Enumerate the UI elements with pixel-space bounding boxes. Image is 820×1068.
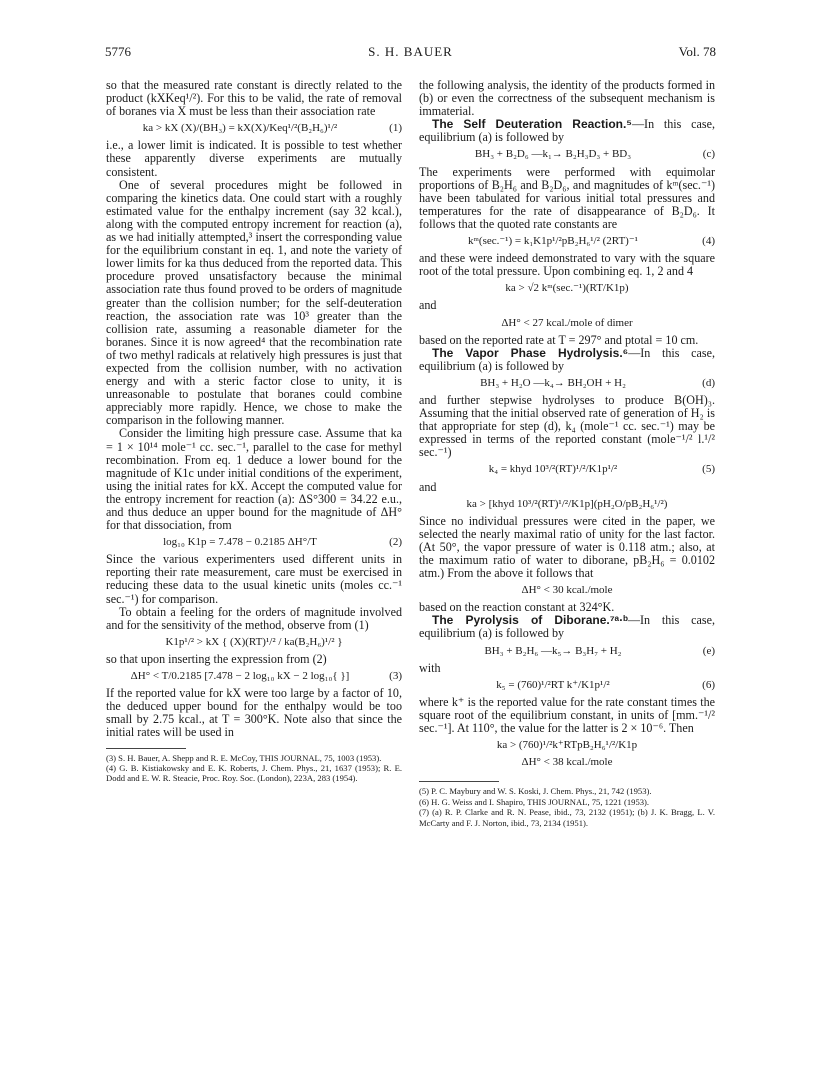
paragraph: based on the reported rate at T = 297° and ptotal = 10 cm. [419,332,699,347]
equation-ka-1 [419,282,715,295]
paragraph: To obtain a feeling for the orders of magnitude involved and for the sensitivity of the method, observe from (1) [106,604,402,632]
equation-number: (4) [702,235,715,248]
equation-body: ka > kX (X)/(BH₃) = kX(X)/Keq¹/²(B₂H₆)¹/² [142,122,338,135]
equation-body: BH₃ + B₂D₆ —k₁→ B₂H₃D₃ + BD₃ [474,148,632,161]
equation-e [419,645,715,658]
paragraph: If the reported value for kX were too large by a factor of 10, the deduced upper bound for the enthalpy would be too small by 2.75 kcal., at T = 300°K. Note also that since the initial rates will be used in [106,686,402,740]
equation-ka-3 [419,739,715,752]
paragraph: The experiments were performed with equimolar proportions of B₂H₆ and B₂D₆, and magnitudes of kᵐ(sec.⁻¹) have been tabulated for various initial total pressures and temperatures for the rate of disappearance of B₂D₆. It follows that the quoted rate constants are [419,164,715,231]
section-lead: —In this case, equilibrium (a) is followed by [419,613,715,641]
connector-text: and [419,479,437,494]
equation-dh-2 [419,584,715,597]
paragraph: and these were indeed demonstrated to vary with the square root of the total pressure. Upon combining eq. 1, 2 and 4 [419,251,715,279]
footnote-5: (5) P. C. Maybury and W. S. Koski, J. Chem. Phys., 21, 742 (1953). [419,786,652,797]
equation-dh-1 [419,317,715,330]
equation-body: BH₃ + H₂O —k₄→ BH₂OH + H₂ [480,376,626,389]
paragraph: Since no individual pressures were cited in the paper, we selected the nearly maximal ratio of unity for the last factor. (At 50°, the vapor pressure of water is 0.118 atm.; also, at the maximum ratio of water to diborane, pB₂H₆ = 0.0102 atm.) From the above it follows that [419,513,715,581]
paragraph: and further stepwise hydrolyses to produce B(OH)₃. Assuming that the initial observed rate of generation of H₂ is that appropriate for step (d), k₄ (mole⁻¹ cc. sec.⁻¹) may be expressed in terms of the reported constant (mole⁻¹/² l.¹/² sec.⁻¹) [419,392,715,460]
equation-c [419,148,715,161]
equation-body: ΔH° < 38 kcal./mole [521,756,613,769]
equation-body: BH₃ + B₂H₆ —k₅→ B₃H₇ + H₂ [484,644,622,657]
equation-number: (2) [389,536,402,549]
paragraph: One of several procedures might be followed in comparing the kinetics data. One could start with a roughly estimated value for the enthalpy increment (say 32 kcal.), along with the computed entropy increment for reaction (a), as we had initially attempted,³ insert the corresponding value for the equilibrium constant in eq. 1, and note the variety of lower limits for ka thus deduced from the reported data. This procedure proved unsatisfactory because the minimal association rate thus found proved to be orders of magnitude greater than the collision number; for the self-deuteration reaction, the association rate was 10³ greater than the collision rate, assuming a reasonable diameter for the boranes. Since it is now agreed⁴ that the recombination rate of two methyl radicals at relatively high pressures is just that expected from the collision number, with no activation energy and with a steric factor close to unity, it is unreasonable to postulate that boranes could combine appreciably more rapidly. Hence, we chose to make the comparison in the following manner. [106,177,402,428]
right-column [419,78,715,828]
equation-body: log₁₀ K1p = 7.478 − 0.2185 ΔH°/T [163,536,317,549]
equation-number: (e) [702,644,715,657]
equation-number: (d) [702,376,715,389]
equation-4 [419,235,715,248]
equation-body: ka > [khyd 10³/²(RT)¹/²/K1p](pH₂O/pB₂H₆¹/²) [466,497,668,510]
footnote-divider [106,748,186,749]
section-heading: The Self Deuteration Reaction.⁵ [432,117,632,132]
page-number: 5776 [105,44,131,59]
paragraph: Since the various experimenters used different units in reporting their rate measurement, care must be exercised in reducing these data to the usual kinetic units (moles cc.⁻¹ sec.⁻¹) for comparison. [106,552,402,606]
equation-body: ka > √2 kᵐ(sec.⁻¹)(RT/K1p) [505,282,629,295]
section-heading: The Vapor Phase Hydrolysis.⁶ [432,345,629,360]
equation-body: ΔH° < 27 kcal./mole of dimer [501,316,633,329]
equation-dh-3 [419,756,715,769]
footnote-7: (7) (a) R. P. Clarke and R. N. Pease, ibid., 73, 2132 (1951); (b) J. K. Bragg, L. V. McCarty and F. J. Norton, ibid., 73, 2134 (1951). [419,807,715,828]
page-header [105,44,716,64]
section-vapor-hydrolysis [419,347,715,373]
equation-body: ΔH° < T/0.2185 [7.478 − 2 log₁₀ kX − 2 log₁₀{ }] [130,670,350,683]
paragraph: where k⁺ is the reported value for the rate constant times the square root of the equilibrium constant, in units of [mm.⁻¹/² sec.⁻¹]. At 110°, the value for the latter is 2 × 10⁻⁶. Then [419,694,715,736]
equation-number: (3) [389,670,402,683]
equation-body: ka > (760)¹/²k⁺RTpB₂H₆¹/²/K1p [496,739,638,752]
equation-number: (c) [702,148,715,161]
section-self-deuteration [419,118,715,144]
paragraph: so that upon inserting the expression from (2) [106,651,327,666]
paragraph: i.e., a lower limit is indicated. It is possible to test whether these apparently diverse experiments are mutually consistent. [106,138,402,179]
volume-label: Vol. 78 [678,44,716,59]
left-column [106,78,402,784]
right-footnotes [419,773,715,828]
paragraph: based on the reaction constant at 324°K. [419,600,615,615]
left-footnotes [106,740,402,784]
section-heading: The Pyrolysis of Diborane.⁷ᵃ·ᵇ [432,613,628,628]
section-pyrolysis [419,614,715,640]
section-lead: —In this case, equilibrium (a) is followed by [419,117,715,145]
equation-6 [419,679,715,692]
footnote-4: (4) G. B. Kistiakowsky and E. K. Roberts, J. Chem. Phys., 21, 1637 (1953); R. E. Dodd and E. W. R. Steacie, Proc. Roy. Soc. (London), 223A, 283 (1954). [106,762,402,784]
equation-d [419,377,715,390]
equation-body: k₄ = khyd 10³/²(RT)¹/²/K1p¹/² [488,463,618,476]
equation-2 [106,536,402,549]
equation-body: K1p¹/² > kX { (X)(RT)¹/² / ka(B₂H₆)¹/² } [165,635,343,648]
equation-number: (6) [702,678,715,691]
equation-number: (1) [389,122,402,135]
equation-1 [106,122,402,135]
paragraph: the following analysis, the identity of the products formed in (b) or even the correctness of the subsequent mechanism is immaterial. [419,78,715,119]
paragraph: so that the measured rate constant is directly related to the product (kXKeq¹/²). For this to be valid, the rate of removal of boranes via X must be less than their association rate [106,78,402,119]
equation-number: (5) [702,463,715,476]
equation-ka-2 [419,498,715,511]
footnote-6: (6) H. G. Weiss and I. Shapiro, THIS JOURNAL, 75, 1221 (1953). [419,796,650,807]
equation-body: k₅ = (760)¹/²RT k⁺/K1p¹/² [496,678,610,691]
equation-body: ΔH° < 30 kcal./mole [521,584,613,597]
section-lead: —In this case, equilibrium (a) is followed by [419,345,715,373]
footnote-divider [419,781,499,782]
paragraph: Consider the limiting high pressure case. Assume that ka = 1 × 10¹⁴ mole⁻¹ cc. sec.⁻¹, parallel to the case for methyl recombination. From eq. 1 deduce a lower bound for the magnitude of K1c under initial conditions of the experiment, using the initial rates for kX. Accept the computed value for the entropy increment for reaction (a): ΔS°300 = 34.22 e.u., and thus deduce an upper bound for the magnitude of ΔH° for that dissociation, from [106,426,402,533]
equation-k [106,636,402,649]
equation-3 [106,670,402,683]
equation-body: kᵐ(sec.⁻¹) = k₁K1p¹/²pB₂H₆¹/² (2RT)⁻¹ [468,235,638,248]
connector-text: and [419,298,437,313]
equation-5 [419,463,715,476]
connector-text: with [419,660,441,675]
running-author: S. H. BAUER [368,44,453,59]
footnote-3: (3) S. H. Bauer, A. Shepp and R. E. McCoy, THIS JOURNAL, 75, 1003 (1953). [106,752,382,763]
